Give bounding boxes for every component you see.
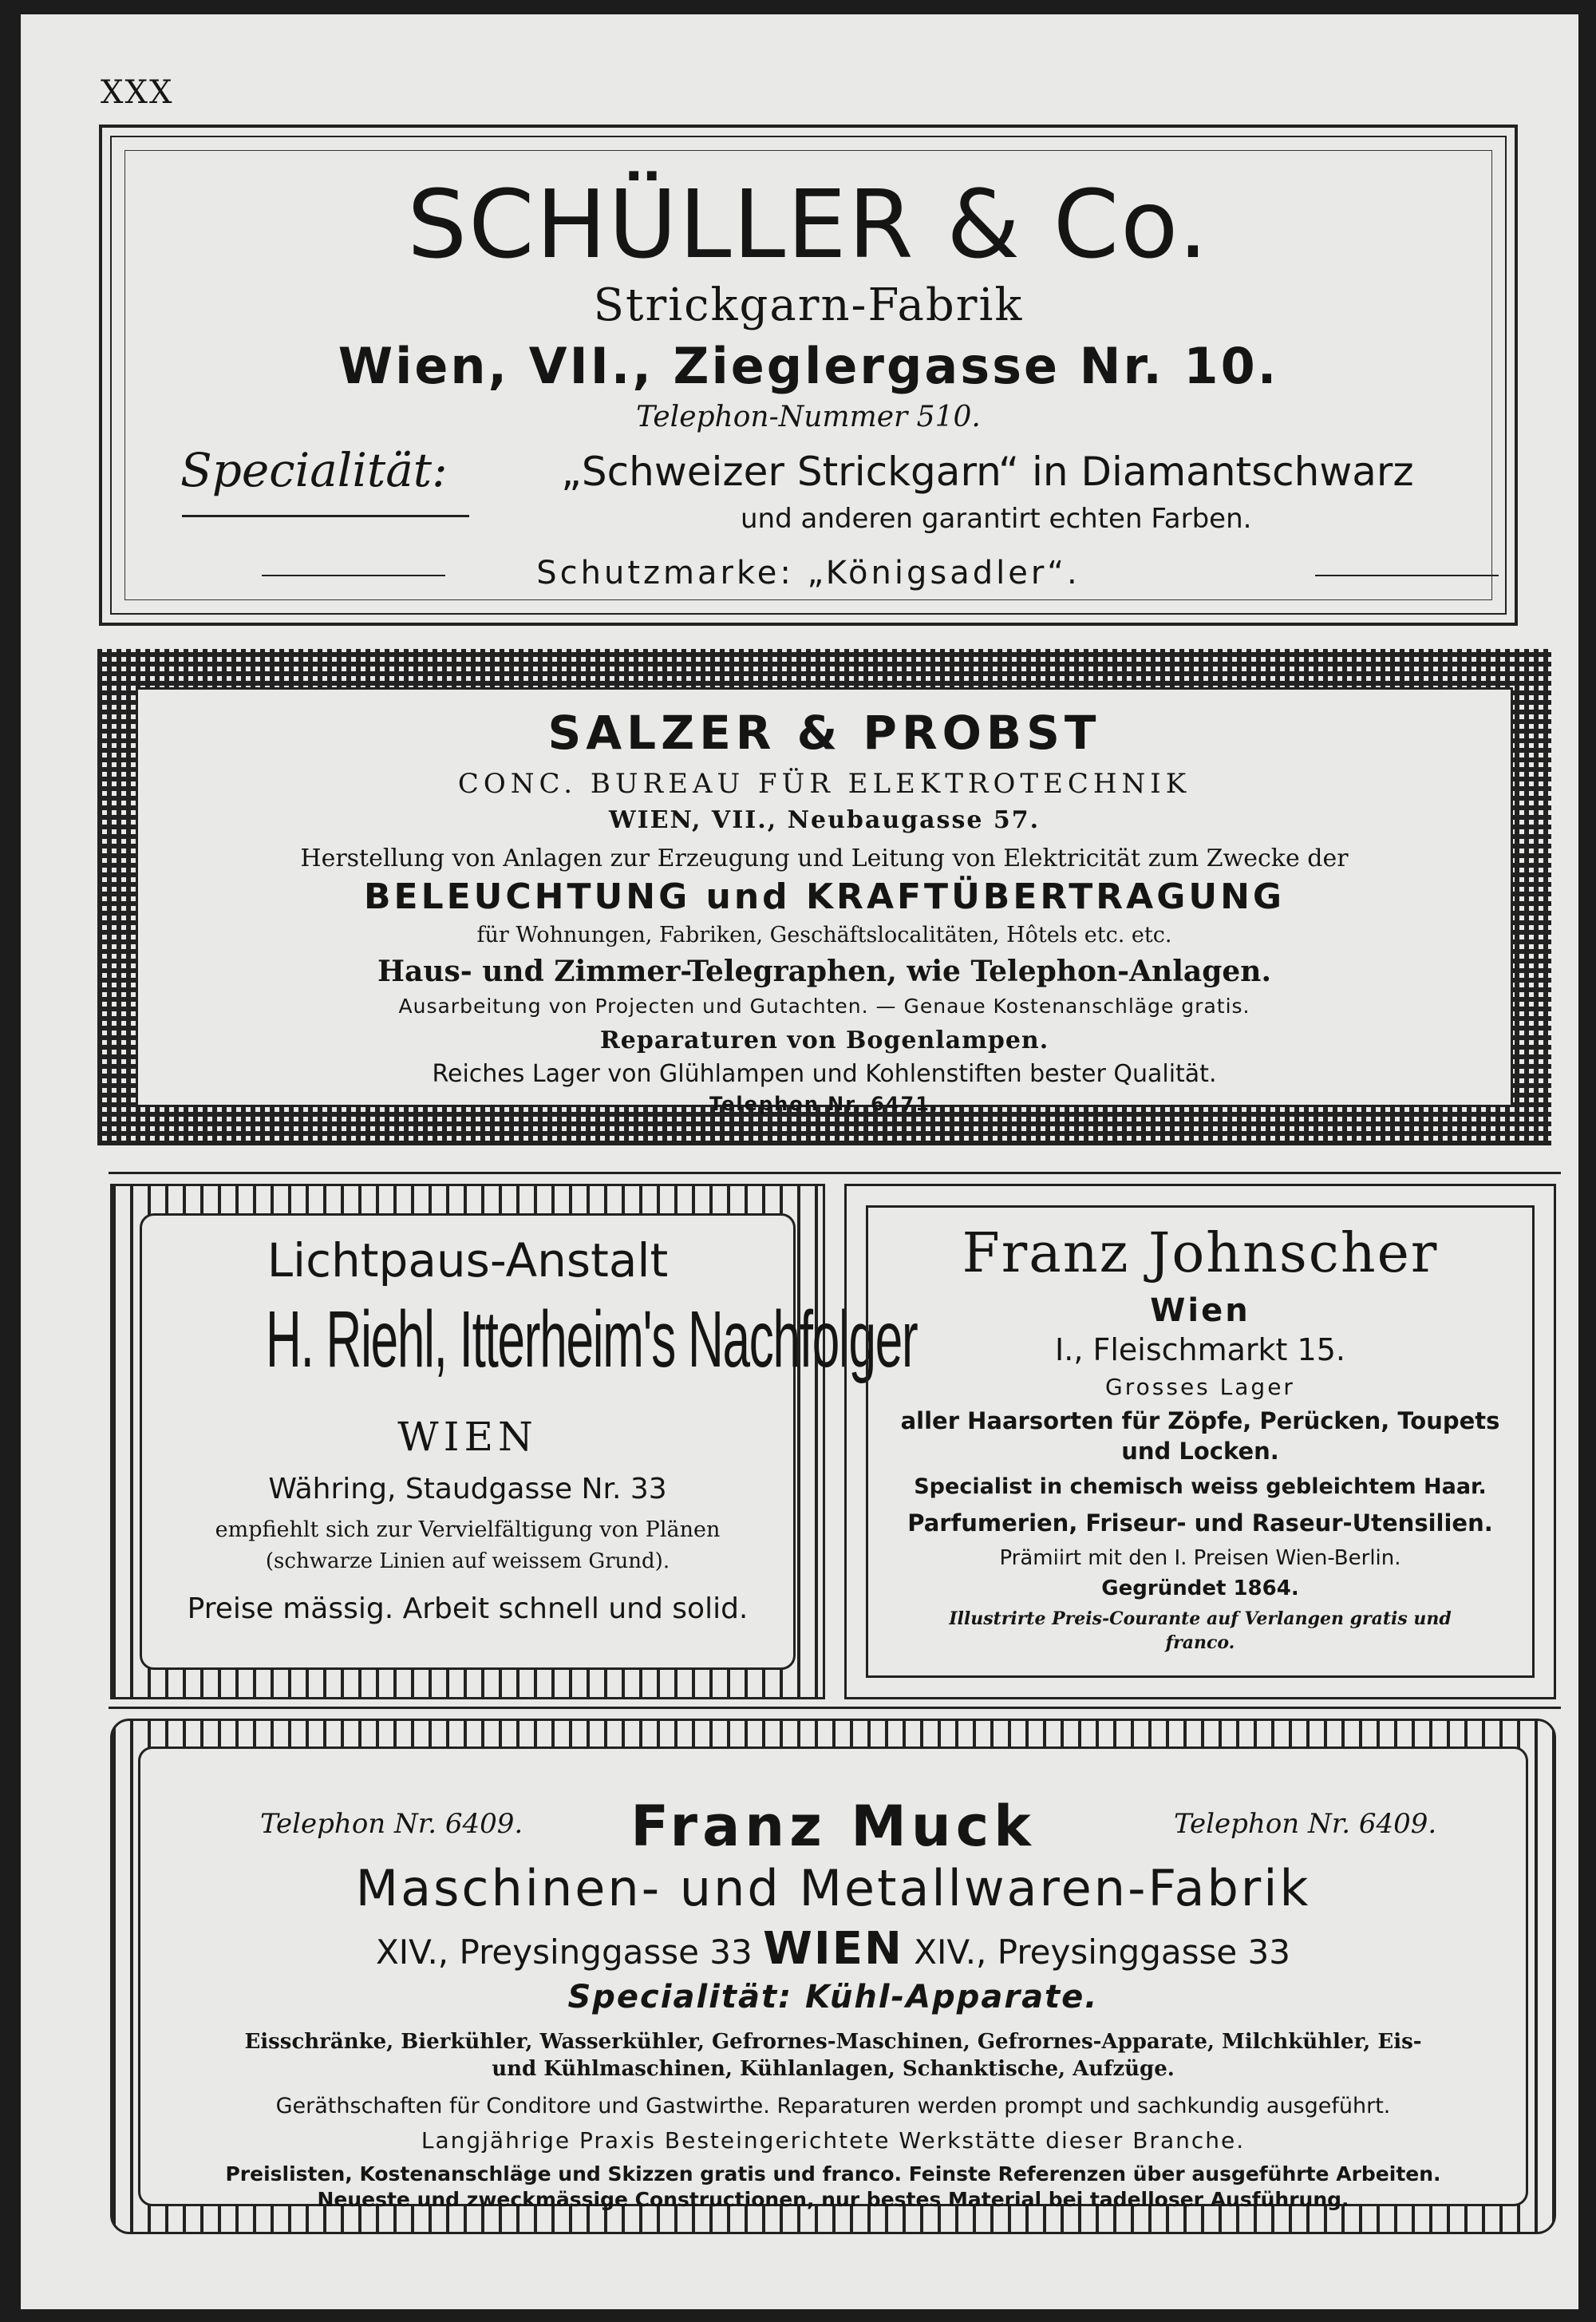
ad-text-line: Illustrirte Preis-Courante auf Verlangen gratis und (949, 1608, 1452, 1629)
ad-headline: BELEUCHTUNG und KRAFTÜBERTRAGUNG (363, 876, 1286, 917)
ad-text-line: (schwarze Linien auf weissem Grund). (265, 1549, 670, 1573)
specialty: Specialität: Kühl-Apparate. (567, 1979, 1099, 2015)
telephone-right: Telephon Nr. 6409. (1174, 1808, 1437, 1840)
ad-text-line: und Locken. (1121, 1438, 1279, 1465)
page-number: XXX (101, 74, 174, 111)
ad-schueller (99, 125, 1518, 626)
company-address: WIEN, VII., Neubaugasse 57. (608, 806, 1041, 834)
ad-text-line: Reiches Lager von Glühlampen und Kohlenstiften bester Qualität. (432, 1060, 1217, 1088)
ad-text-line: Neueste und zweckmässige Constructionen, nur bestes Material bei tadelloser Ausführung. (317, 2188, 1349, 2211)
ad-inner (866, 1205, 1535, 1678)
company-name: H. Riehl, Itterheim's Nachfolger (266, 1295, 918, 1384)
ad-text-line: und Kühlmaschinen, Kühlanlagen, Schanktische, Aufzüge. (492, 2057, 1175, 2081)
ad-text-line: Haus- und Zimmer-Telegraphen, wie Telephon-Anlagen. (377, 955, 1271, 988)
company-telephone: Telephon-Nummer 510. (636, 401, 981, 433)
ad-text-line: Prämiirt mit den I. Preisen Wien-Berlin. (999, 1546, 1401, 1570)
specialty-colors: und anderen garantirt echten Farben. (741, 503, 1252, 535)
company-telephone: Telephon Nr. 6471. (709, 1093, 940, 1115)
specialty-underline (182, 515, 469, 517)
ad-text-line: Geräthschaften für Conditore und Gastwirthe. Reparaturen werden prompt und sachkundig ausgeführt. (275, 2094, 1391, 2118)
trademark: Schutzmarke: „Königsadler“. (536, 555, 1080, 591)
specialty-text: „Schweizer Strickgarn“ in Diamantschwarz (561, 449, 1414, 495)
ad-text-line: Ausarbeitung von Projecten und Gutachten. — Genaue Kostenanschläge gratis. (398, 995, 1250, 1018)
ad-text-line: für Wohnungen, Fabriken, Geschäftslocalitäten, Hôtels etc. etc. (476, 923, 1172, 947)
ad-text-line: Specialist in chemisch weiss gebleichtem Haar. (914, 1474, 1487, 1499)
ad-text-line: aller Haarsorten für Zöpfe, Perücken, Toupets (900, 1407, 1500, 1434)
ad-text-line: franco. (1165, 1632, 1235, 1653)
specialty-label: Specialität: (180, 443, 448, 497)
company-address (140, 1923, 1526, 1975)
company-address: Währing, Staudgasse Nr. 33 (268, 1473, 667, 1505)
company-name: SALZER & PROBST (547, 706, 1101, 760)
telephone-left: Telephon Nr. 6409. (260, 1808, 523, 1840)
ad-text-line: empfiehlt sich zur Vervielfältigung von Plänen (215, 1517, 721, 1542)
ad-text-line: Herstellung von Anlagen zur Erzeugung und Leitung von Elektricität zum Zwecke der (300, 845, 1349, 872)
ad-text-line: Reparaturen von Bogenlampen. (599, 1027, 1049, 1054)
company-city: Wien (1150, 1292, 1250, 1329)
company-address: I., Fleischmarkt 15. (1055, 1332, 1345, 1367)
founded-line: Gegründet 1864. (1101, 1576, 1299, 1600)
company-city: WIEN (397, 1414, 538, 1460)
company-subtitle: Maschinen- und Metallwaren-Fabrik (355, 1859, 1311, 1917)
ad-text-line: Grosses Lager (1105, 1374, 1295, 1400)
address-city: WIEN (763, 1923, 903, 1975)
divider (109, 1172, 1561, 1174)
ad-inner (136, 687, 1513, 1115)
ad-inner (140, 1213, 918, 1670)
ad-title: Lichtpaus-Anstalt (267, 1233, 669, 1288)
ad-text-line: Eisschränke, Bierkühler, Wasserkühler, Gefrornes-Maschinen, Gefrornes-Apparate, Milchkühler, Eis- (244, 2030, 1422, 2054)
page (21, 14, 1578, 2309)
address-right: XIV., Preysinggasse 33 (914, 1932, 1291, 1972)
divider (109, 1707, 1561, 1709)
ad-salzer-probst (97, 649, 1551, 1145)
ad-text-line: Preise mässig. Arbeit schnell und solid. (187, 1592, 749, 1625)
company-name: Franz Muck (630, 1794, 1036, 1859)
ad-johnscher (844, 1184, 1556, 1699)
company-name: SCHÜLLER & Co. (407, 169, 1210, 279)
ad-franz-muck (110, 1719, 1556, 2234)
ad-inner (138, 1746, 1528, 2211)
company-name: Franz Johnscher (962, 1222, 1439, 1285)
ad-text-line: Preislisten, Kostenanschläge und Skizzen gratis und franco. Feinste Referenzen über ausgeführte Arbeiten. (225, 2162, 1441, 2186)
ad-text-line: Langjährige Praxis Besteingerichtete Werkstätte dieser Branche. (421, 2127, 1246, 2154)
company-subtitle: CONC. BUREAU FÜR ELEKTROTECHNIK (457, 768, 1191, 800)
company-subtitle: Strickgarn-Fabrik (593, 279, 1024, 331)
ad-riehl (110, 1184, 918, 1699)
address-left: XIV., Preysinggasse 33 (375, 1932, 753, 1972)
company-address: Wien, VII., Zieglergasse Nr. 10. (338, 337, 1279, 395)
ad-text-line: Parfumerien, Friseur- und Raseur-Utensilien. (907, 1509, 1493, 1537)
